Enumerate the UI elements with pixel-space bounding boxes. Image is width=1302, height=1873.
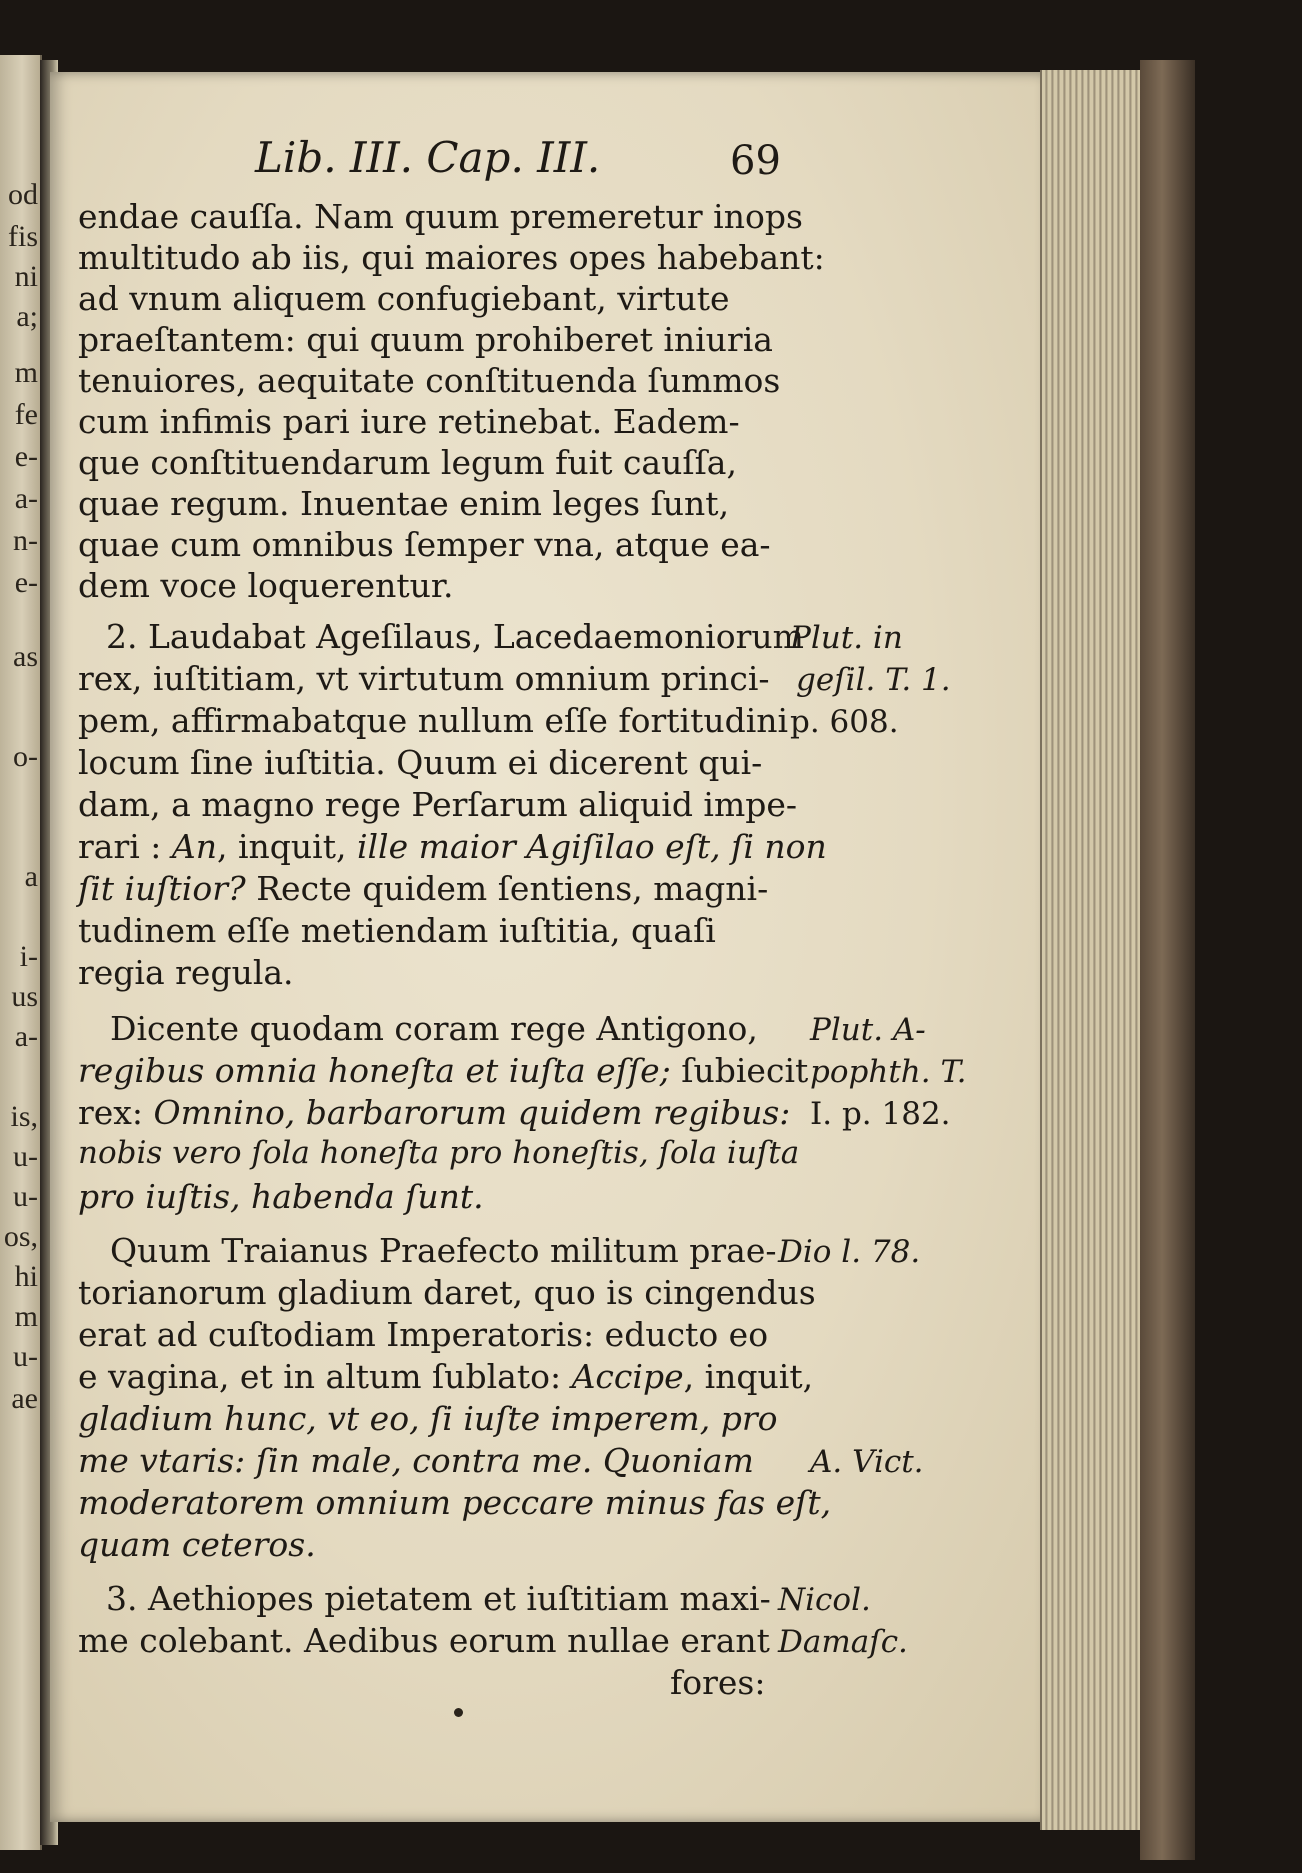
margin-note: pophth. T. (810, 1054, 967, 1090)
text-italic: ille maior Agiſilao eſt, ſi non (356, 827, 827, 866)
text-line (78, 1093, 791, 1132)
text-line: moderatorem omnium peccare minus fas eſt, (78, 1483, 832, 1522)
facing-page-fragment: u- (13, 1142, 38, 1172)
text-roman: e vagina, et in altum ſublato: (78, 1357, 572, 1396)
text-roman: ſubiecit (670, 1051, 809, 1090)
facing-page-fragment: fe (14, 400, 38, 430)
facing-page-fragment: as (13, 642, 38, 672)
text-roman: , inquit, (216, 827, 357, 866)
margin-note: Plut. A- (810, 1012, 926, 1048)
text-line: nobis vero ſola honeſta pro honeſtis, ſola iuſta (78, 1135, 800, 1171)
facing-page-fragment: a (24, 862, 38, 892)
text-line: tenuiores, aequitate conſtituenda ſummos (78, 361, 781, 400)
facing-page-fragment: ae (11, 1384, 38, 1414)
facing-page-fragment: ni (14, 262, 38, 292)
text-line: quam ceteros. (78, 1525, 316, 1564)
facing-page-fragment: m (14, 358, 38, 388)
text-line: erat ad cuſtodiam Imperatoris: educto eo (78, 1315, 769, 1354)
text-line: quae regum. Inuentae enim leges ſunt, (78, 484, 730, 523)
facing-page-fragment: e- (14, 568, 38, 598)
text-italic: Accipe (571, 1357, 684, 1396)
text-line: 3. Aethiopes pietatem et iuſtitiam maxi- (106, 1579, 771, 1618)
facing-page-fragment: hi (14, 1262, 38, 1292)
text-line (78, 1051, 809, 1090)
text-line: me colebant. Aedibus eorum nullae erant (78, 1621, 770, 1660)
text-line: rex, iuſtitiam, vt virtutum omnium princi- (78, 659, 770, 698)
text-line: multitudo ab iis, qui maiores opes habebant: (78, 238, 825, 277)
text-line: cum infimis pari iure retinebat. Eadem- (78, 402, 740, 441)
margin-note: geſil. T. 1. (796, 662, 951, 698)
margin-note: p. 608. (790, 704, 899, 740)
text-line: gladium hunc, vt eo, ſi iuſte imperem, pro (78, 1399, 778, 1438)
text-line: dam, a magno rege Perſarum aliquid impe- (78, 785, 798, 824)
text-line: locum ſine iuſtitia. Quum ei dicerent qui- (78, 743, 763, 782)
text-line: endae cauſſa. Nam quum premeretur inops (78, 197, 803, 236)
text-italic: ſit iuſtior? (78, 869, 246, 908)
margin-note: I. p. 182. (810, 1096, 951, 1132)
text-line: quae cum omnibus ſemper vna, atque ea- (78, 525, 771, 564)
text-line (78, 1357, 814, 1396)
facing-page-fragment: o- (13, 742, 38, 772)
text-block (78, 0, 838, 1873)
margin-note: Plut. in (790, 620, 903, 656)
text-line: 2. Laudabat Ageſilaus, Lacedaemoniorum (106, 617, 804, 656)
facing-page-fragment: n- (13, 526, 38, 556)
facing-page-fragment: os, (3, 1222, 38, 1252)
text-italic: regibus omnia honeſta et iuſta eſſe; (78, 1051, 671, 1090)
text-roman: rari : (78, 827, 172, 866)
page-number: 69 (730, 138, 781, 184)
text-line: regia regula. (78, 953, 294, 992)
text-line (78, 869, 769, 908)
facing-page-fragment: a- (14, 484, 38, 514)
text-italic: Omnino, barbarorum quidem regibus: (153, 1093, 791, 1132)
ink-dot (454, 1708, 463, 1717)
text-line (78, 827, 827, 866)
facing-page-fragment: a; (16, 302, 38, 332)
text-roman: , inquit, (683, 1357, 814, 1396)
facing-page-fragment: is, (10, 1102, 38, 1132)
text-line: pem, affirmabatque nullum eſſe fortitudini (78, 701, 789, 740)
text-line: torianorum gladium daret, quo is cingendus (78, 1273, 816, 1312)
margin-note: Damaſc. (778, 1624, 908, 1660)
text-roman: rex: (78, 1093, 154, 1132)
facing-page-fragment: fis (8, 222, 38, 252)
text-line: pro iuſtis, habenda ſunt. (78, 1177, 484, 1216)
text-line: Quum Traianus Praefecto militum prae- (110, 1231, 777, 1270)
facing-page-fragment: m (14, 1302, 38, 1332)
facing-page-fragment: us (11, 982, 38, 1012)
facing-page-fragment: od (8, 180, 38, 210)
margin-note: Nicol. (778, 1582, 871, 1618)
facing-page-fragment: e- (14, 442, 38, 472)
text-roman: Recte quidem ſentiens, magni- (245, 869, 769, 908)
facing-page-fragment: i- (19, 942, 38, 972)
text-line: tudinem eſſe metiendam iuſtitia, quaſi (78, 911, 716, 950)
text-line: dem voce loquerentur. (78, 566, 454, 605)
text-line: praeſtantem: qui quum prohiberet iniuria (78, 320, 773, 359)
text-line: Dicente quodam coram rege Antigono, (110, 1009, 758, 1048)
margin-note: Dio l. 78. (778, 1234, 921, 1270)
text-line: que conſtituendarum legum fuit cauſſa, (78, 443, 737, 482)
page-stack-edge (1040, 70, 1142, 1830)
book-cover-edge (1140, 60, 1195, 1860)
margin-note: A. Vict. (810, 1444, 924, 1480)
running-head: Lib. III. Cap. III. (255, 133, 601, 182)
text-italic: An (171, 827, 217, 866)
facing-page-fragment: u- (13, 1182, 38, 1212)
text-line: me vtaris: ſin male, contra me. Quoniam (78, 1441, 754, 1480)
catchword: fores: (670, 1663, 766, 1702)
facing-page-fragment: u- (13, 1342, 38, 1372)
text-line: ad vnum aliquem confugiebant, virtute (78, 279, 730, 318)
facing-page-fragment: a- (14, 1022, 38, 1052)
